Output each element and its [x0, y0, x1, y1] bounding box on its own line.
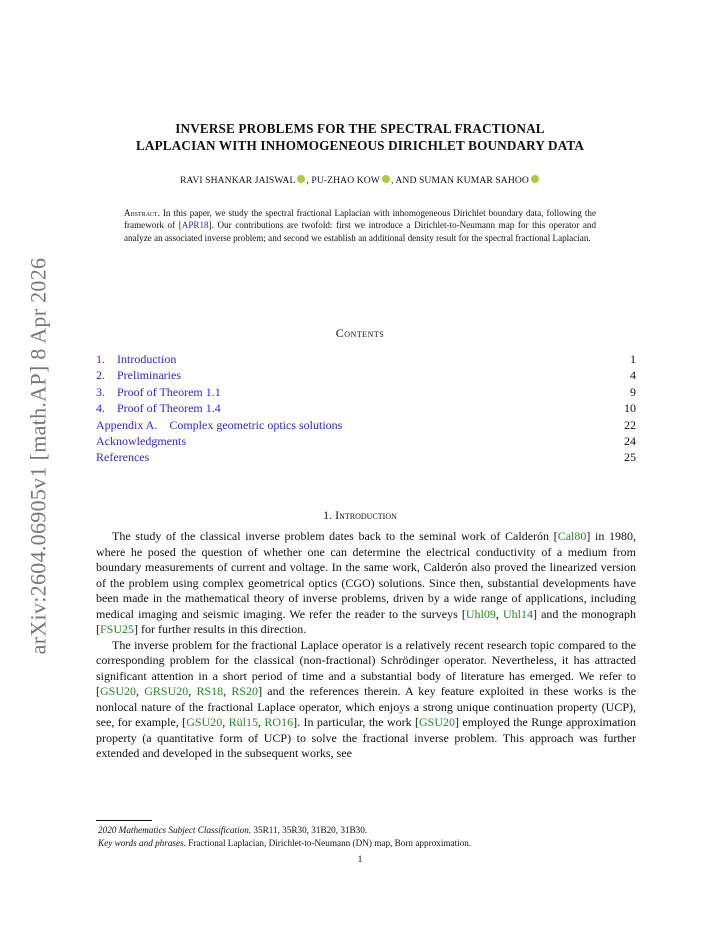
contents-heading: Contents	[335, 326, 385, 340]
section-title: Introduction	[335, 508, 397, 522]
toc-item[interactable]	[96, 384, 636, 400]
citation-link[interactable]: GSU20	[100, 684, 137, 698]
arxiv-stamp-text: arXiv:2604.06905v1 [math.AP] 8 Apr 2026	[25, 257, 51, 655]
body-text	[96, 529, 636, 762]
footnotes	[96, 824, 636, 850]
abstract-label: Abstract.	[124, 208, 160, 218]
author-separator: ,	[306, 175, 312, 186]
arxiv-stamp	[22, 256, 54, 656]
text-run: ,	[495, 606, 503, 621]
text-run: ] for further results in this direction.	[134, 622, 307, 636]
paper-title	[80, 120, 640, 154]
text-run: ,	[188, 684, 197, 698]
author-2: PU-ZHAO KOW	[311, 175, 380, 186]
citation-link[interactable]: RO16	[264, 715, 294, 729]
citation-link[interactable]: APR18	[181, 220, 209, 231]
page-number: 1	[357, 855, 363, 865]
text-run: ] in 1980, where he posed the question of whether one can determine the electrical conductivity of a medium from boundary measurements of current and voltage. In the same work, Calderón also proved the linearized version of the problem using complex geometrical optics (CGO) solutions. Since then, substantial developments have been made in the mathematical theory of inverse problems, driven by a wide range of applications, including medical imaging and seismic imaging. We refer the reader to the surveys [	[96, 529, 636, 621]
toc-item[interactable]	[96, 449, 636, 465]
toc-title: Proof of Theorem 1.1	[117, 384, 221, 399]
toc-entry-link[interactable]	[96, 417, 342, 433]
keywords-value: Fractional Laplacian, Dirichlet-to-Neumann (DN) map, Born approximation.	[185, 838, 472, 848]
toc-page: 25	[624, 450, 636, 465]
toc-number: 3.	[96, 384, 105, 399]
msc-value: 35R11, 35R30, 31B20, 31B30.	[251, 825, 368, 835]
toc-title: Introduction	[117, 352, 177, 366]
author-list	[80, 175, 640, 186]
citation-link[interactable]: GSU20	[419, 715, 456, 729]
toc-number: Appendix A.	[96, 417, 158, 432]
toc-page: 9	[630, 384, 636, 399]
toc-item[interactable]	[96, 417, 636, 433]
text-run: ,	[258, 715, 265, 729]
toc-item[interactable]	[96, 400, 636, 416]
toc-entry-link[interactable]	[96, 400, 221, 416]
toc-number: 1.	[96, 352, 105, 366]
toc-page: 4	[630, 368, 636, 383]
author-1: RAVI SHANKAR JAISWAL	[180, 175, 296, 186]
toc-title: Proof of Theorem 1.4	[117, 401, 221, 416]
text-run: ] employed the Runge approximation property (a quantitative form of UCP) to solve the fractional inverse problem. This approach was further extended and developed in the subsequent works, see	[96, 715, 636, 760]
toc-number: 4.	[96, 401, 105, 416]
text-run: The study of the classical inverse problem dates back to the seminal work of Calderón [	[112, 529, 558, 543]
orcid-icon[interactable]	[531, 175, 539, 183]
text-run: ]. In particular, the work [	[293, 715, 419, 729]
section-heading	[80, 508, 640, 523]
author-3: SUMAN KUMAR SAHOO	[419, 175, 529, 186]
toc-entry-link[interactable]	[96, 449, 149, 465]
paragraph-1	[96, 529, 636, 638]
toc-entry-link[interactable]	[96, 367, 181, 383]
orcid-icon[interactable]	[297, 175, 305, 183]
citation-link[interactable]: GRSU20	[144, 684, 189, 698]
citation-link[interactable]: RS20	[231, 684, 259, 698]
citation-link[interactable]: FSU25	[100, 622, 135, 636]
orcid-icon[interactable]	[382, 175, 390, 183]
toc-entry-link[interactable]	[96, 351, 176, 367]
citation-link[interactable]: Rül15	[228, 715, 258, 729]
citation-link[interactable]: Uhl14	[502, 606, 533, 621]
abstract-text: ]. Our contributions are twofold: first we introduce a Dirichlet-to-Neumann map for this operator and analyze an associated inverse problem; and second we establish an additional density result for the spectral fractional Laplacian.	[124, 220, 596, 243]
toc-item[interactable]	[96, 367, 636, 383]
toc-entry-link[interactable]	[96, 433, 186, 449]
toc-entry-link[interactable]	[96, 384, 221, 400]
msc-label: 2020 Mathematics Subject Classification.	[98, 825, 252, 835]
keywords-footnote	[96, 837, 636, 850]
footnote-rule	[96, 820, 152, 821]
citation-link[interactable]: GSU20	[186, 715, 223, 729]
toc-title: References	[96, 450, 150, 465]
text-run: ,	[136, 684, 145, 698]
table-of-contents	[96, 351, 636, 466]
paragraph-2	[96, 638, 636, 762]
text-run: ,	[222, 715, 229, 729]
citation-link[interactable]: Cal80	[557, 529, 587, 543]
abstract	[124, 207, 596, 244]
text-run: ,	[223, 684, 232, 698]
title-line-1: INVERSE PROBLEMS FOR THE SPECTRAL FRACTIONAL	[175, 121, 545, 136]
msc-footnote	[96, 824, 636, 837]
text-run: ] and the monograph [	[96, 606, 636, 636]
keywords-label: Key words and phrases.	[98, 838, 186, 848]
toc-page: 1	[630, 352, 636, 366]
citation-link[interactable]: RS18	[196, 684, 224, 698]
section-number: 1.	[323, 508, 336, 522]
toc-title: Acknowledgments	[96, 433, 186, 448]
text-run: The inverse problem for the fractional Laplace operator is a relatively recent research topic compared to the corresponding problem for the classical (non-fractional) Schrödinger operator. Nevertheless, it has attracted significant attention in a short period of time and a substantial body of literature has emerged. We refer to [	[96, 637, 636, 698]
toc-page: 10	[624, 401, 636, 416]
toc-page: 22	[624, 417, 636, 432]
toc-title: Complex geometric optics solutions	[169, 417, 343, 432]
abstract-text: In this paper, we study the spectral fractional Laplacian with inhomogeneous Dirichlet boundary data, following the framework of [	[124, 208, 596, 231]
toc-item[interactable]	[96, 433, 636, 449]
toc-number: 2.	[96, 368, 105, 383]
author-separator: , AND	[390, 175, 419, 186]
toc-page: 24	[624, 433, 636, 448]
text-run: ] and the references therein. A key feature exploited in these works is the nonlocal nature of the fractional Laplace operator, which enjoys a strong unique continuation property (UCP), see, for example, [	[96, 684, 637, 729]
toc-item[interactable]	[96, 351, 636, 367]
toc-title: Preliminaries	[117, 368, 181, 383]
title-line-2: LAPLACIAN WITH INHOMOGENEOUS DIRICHLET BOUNDARY DATA	[135, 138, 585, 153]
citation-link[interactable]: Uhl09	[465, 606, 496, 621]
